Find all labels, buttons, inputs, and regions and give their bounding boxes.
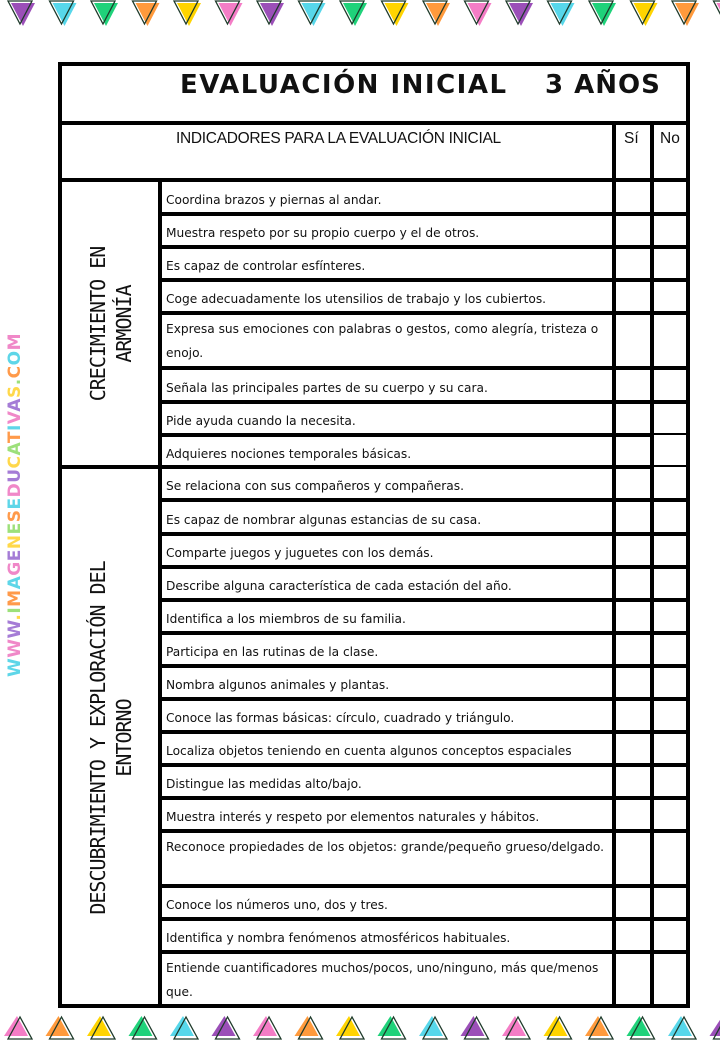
indicator-text: Señala las principales partes de su cuerpo y su cara. [166,380,488,395]
category-label-line1: CRECIMIENTO EN [86,246,110,402]
age-label: 3 AÑOS [545,70,661,100]
indicator-text: Coge adecuadamente los utensilios de trabajo y los cubiertos. [166,292,547,306]
pennant-flag [506,1,533,26]
yes-checkbox-cell[interactable] [616,887,650,917]
grid-line-horizontal [160,532,654,536]
pennant-flag [212,1016,240,1039]
no-checkbox-cell[interactable] [654,182,686,212]
watermark-letter: A [5,575,25,590]
pennant-flag [257,1,284,26]
category-label-line2: ARMONÍA [112,285,136,363]
indicator-text: Comparte juegos y juguetes con los demás. [166,546,434,560]
pennant-flag [714,1,720,26]
no-checkbox-cell[interactable] [654,436,686,465]
indicator-text: Muestra interés y respeto por elementos naturales y hábitos. [166,810,540,824]
grid-line-horizontal [160,245,654,249]
grid-line-horizontal [160,400,654,404]
no-checkbox-cell[interactable] [654,920,686,950]
yes-checkbox-cell[interactable] [616,953,650,1004]
grid-line-horizontal [58,121,690,125]
watermark-letter: C [5,455,25,469]
watermark-letter: E [5,522,25,535]
no-checkbox-cell[interactable] [654,403,686,433]
pennant-flag [544,1016,572,1039]
grid-line-horizontal [160,212,654,216]
no-checkbox-cell[interactable] [654,369,686,400]
no-checkbox-cell[interactable] [654,468,686,498]
grid-line-horizontal [160,730,654,734]
no-checkbox-cell[interactable] [654,733,686,763]
pennant-flag [253,1016,281,1039]
pennant-flag [174,1,201,26]
yes-checkbox-cell[interactable] [616,832,650,884]
grid-line-horizontal [160,697,654,701]
indicator-text: Coordina brazos y piernas al andar. [166,193,382,207]
yes-checkbox-cell[interactable] [616,799,650,829]
watermark-letter: T [5,431,25,444]
pennant-flag [129,1016,157,1039]
indicator-text: Muestra respeto por su propio cuerpo y el de otros. [166,226,480,240]
no-checkbox-cell[interactable] [654,568,686,598]
no-checkbox-cell[interactable] [654,314,686,366]
grid-line-horizontal [58,465,654,469]
grid-line-horizontal [160,278,654,282]
watermark-letter: G [5,561,25,576]
yes-checkbox-cell[interactable] [616,535,650,565]
grid-line-horizontal [652,465,688,467]
watermark-letter: U [5,468,25,483]
grid-line-horizontal [160,598,654,602]
pennant-flag [710,1016,720,1039]
no-checkbox-cell[interactable] [654,634,686,664]
category-label-line1: DESCUBRIMIENTO Y EXPLORACIÓN DEL [86,561,110,915]
indicator-text: Identifica a los miembros de su familia. [166,612,406,626]
no-checkbox-cell[interactable] [654,248,686,278]
indicator-text: Describe alguna característica de cada estación del año. [166,579,512,593]
pennant-flag [465,1,492,26]
indicator-text: Reconoce propiedades de los objetos: grande/pequeño grueso/delgado. [166,840,604,854]
pennant-flag [299,1,326,26]
pennant-flag [423,1,450,26]
grid-line-horizontal [160,884,654,888]
no-checkbox-cell[interactable] [654,832,686,884]
grid-line-horizontal [160,829,654,833]
grid-line-horizontal [58,178,690,182]
pennant-flag [87,1016,115,1039]
watermark-letter: E [5,497,25,510]
pennant-flag [295,1016,323,1039]
watermark-letter: V [5,411,25,425]
no-checkbox-cell[interactable] [654,535,686,565]
indicators-column-header: INDICADORES PARA LA EVALUACIÓN INICIAL [176,130,501,147]
watermark-letter: M [5,332,25,351]
pennant-flag [91,1,118,26]
yes-checkbox-cell[interactable] [616,568,650,598]
grid-line-horizontal [160,631,654,635]
indicator-text: Entiende cuantificadores muchos/pocos, uno/ninguno, más que/menos que. [166,961,599,999]
category-label [85,561,137,914]
pennant-flag [627,1016,655,1039]
yes-checkbox-cell[interactable] [616,281,650,311]
indicator-text: Pide ayuda cuando la necesita. [166,414,356,428]
watermark-text [5,333,25,677]
website-watermark [4,332,26,678]
watermark-letter: S [5,509,25,523]
pennant-flag [133,1,160,26]
no-checkbox-cell[interactable] [654,953,686,1004]
grid-line-horizontal [160,763,654,767]
no-checkbox-cell[interactable] [654,215,686,245]
yes-checkbox-cell[interactable] [616,700,650,730]
no-column-header: No [660,130,680,147]
pennant-flag [46,1016,74,1039]
indicator-text: Participa en las rutinas de la clase. [166,645,379,659]
pennant-flag [378,1016,406,1039]
yes-checkbox-cell[interactable] [616,468,650,498]
watermark-letter: M [5,589,25,607]
pennant-flag [589,1,616,26]
watermark-letter: I [5,606,25,614]
watermark-letter: E [5,549,25,562]
top-bunting-decoration [0,0,720,30]
pennant-flag [50,1,77,26]
yes-checkbox-cell[interactable] [616,182,650,212]
indicator-text: Conoce las formas básicas: círculo, cuadrado y triángulo. [166,711,515,725]
watermark-letter: O [5,350,25,366]
grid-line-horizontal [160,664,654,668]
indicator-text: Conoce los números uno, dos y tres. [166,898,388,912]
pennant-flag [4,1016,32,1039]
grid-line-horizontal [160,950,654,954]
grid-line-horizontal [160,565,654,569]
watermark-letter: W [5,638,25,658]
pennant-flag [336,1016,364,1039]
yes-checkbox-cell[interactable] [616,733,650,763]
grid-line-horizontal [160,366,654,370]
watermark-letter: A [5,443,25,456]
no-checkbox-cell[interactable] [654,799,686,829]
pennant-flag [8,1,35,26]
watermark-letter: W [5,657,25,678]
yes-checkbox-cell[interactable] [616,215,650,245]
grid-line-horizontal [160,796,654,800]
pennant-flag [382,1,409,26]
yes-checkbox-cell[interactable] [616,369,650,400]
bottom-bunting-decoration [0,1010,720,1040]
grid-line-horizontal [160,917,654,921]
grid-line-horizontal [160,311,654,315]
pennant-flag [216,1,243,26]
yes-checkbox-cell[interactable] [616,248,650,278]
category-descubrimiento-y-exploracion [62,470,160,1006]
watermark-letter: A [5,398,25,412]
indicator-text: Distingue las medidas alto/bajo. [166,777,362,791]
pennant-flag [585,1016,613,1039]
pennant-flag [461,1016,489,1039]
pennant-flag [170,1016,198,1039]
category-label [85,247,137,402]
no-checkbox-cell[interactable] [654,601,686,631]
indicator-text: Nombra algunos animales y plantas. [166,678,390,692]
page-title: EVALUACIÓN INICIAL [180,70,508,100]
yes-checkbox-cell[interactable] [616,766,650,796]
indicator-text: Identifica y nombra fenómenos atmosféricos habituales. [166,931,511,945]
no-checkbox-cell[interactable] [654,700,686,730]
watermark-letter: N [5,534,25,550]
indicator-text: Es capaz de nombrar algunas estancias de su casa. [166,512,482,527]
pennant-flag [631,1,658,26]
no-checkbox-cell[interactable] [654,887,686,917]
watermark-letter: . [5,613,25,621]
pennant-flag [419,1016,447,1039]
no-checkbox-cell[interactable] [654,766,686,796]
grid-line-horizontal [160,498,654,502]
indicator-text: Localiza objetos teniendo en cuenta algunos conceptos espaciales [166,744,572,758]
yes-checkbox-cell[interactable] [616,314,650,366]
indicator-text: Se relaciona con sus compañeros y compañeras. [166,479,464,493]
pennant-flag [502,1016,530,1039]
indicator-text: Adquieres nociones temporales básicas. [166,446,412,461]
pennant-flag [548,1,575,26]
yes-checkbox-cell[interactable] [616,634,650,664]
yes-checkbox-cell[interactable] [616,436,650,465]
yes-column-header: Sí [624,130,639,147]
pennant-flag [672,1,699,26]
yes-checkbox-cell[interactable] [616,501,650,532]
watermark-letter: W [5,620,25,639]
pennant-flag [668,1016,696,1039]
indicator-text: Expresa sus emociones con palabras o gestos, como alegría, tristeza o enojo. [166,322,599,360]
no-checkbox-cell[interactable] [654,281,686,311]
indicator-text: Es capaz de controlar esfínteres. [166,259,366,273]
yes-checkbox-cell[interactable] [616,667,650,697]
category-crecimiento-en-armonia [62,184,160,464]
watermark-letter: D [5,482,25,498]
yes-checkbox-cell[interactable] [616,920,650,950]
yes-checkbox-cell[interactable] [616,403,650,433]
yes-checkbox-cell[interactable] [616,601,650,631]
watermark-letter: I [5,424,25,432]
watermark-letter: C [5,365,25,379]
watermark-letter: S [5,385,25,399]
category-label-line2: ENTORNO [112,699,136,777]
no-checkbox-cell[interactable] [654,501,686,532]
no-checkbox-cell[interactable] [654,667,686,697]
pennant-flag [340,1,367,26]
watermark-letter: . [5,378,25,386]
grid-line-horizontal [652,433,688,435]
grid-line-horizontal [160,433,654,437]
